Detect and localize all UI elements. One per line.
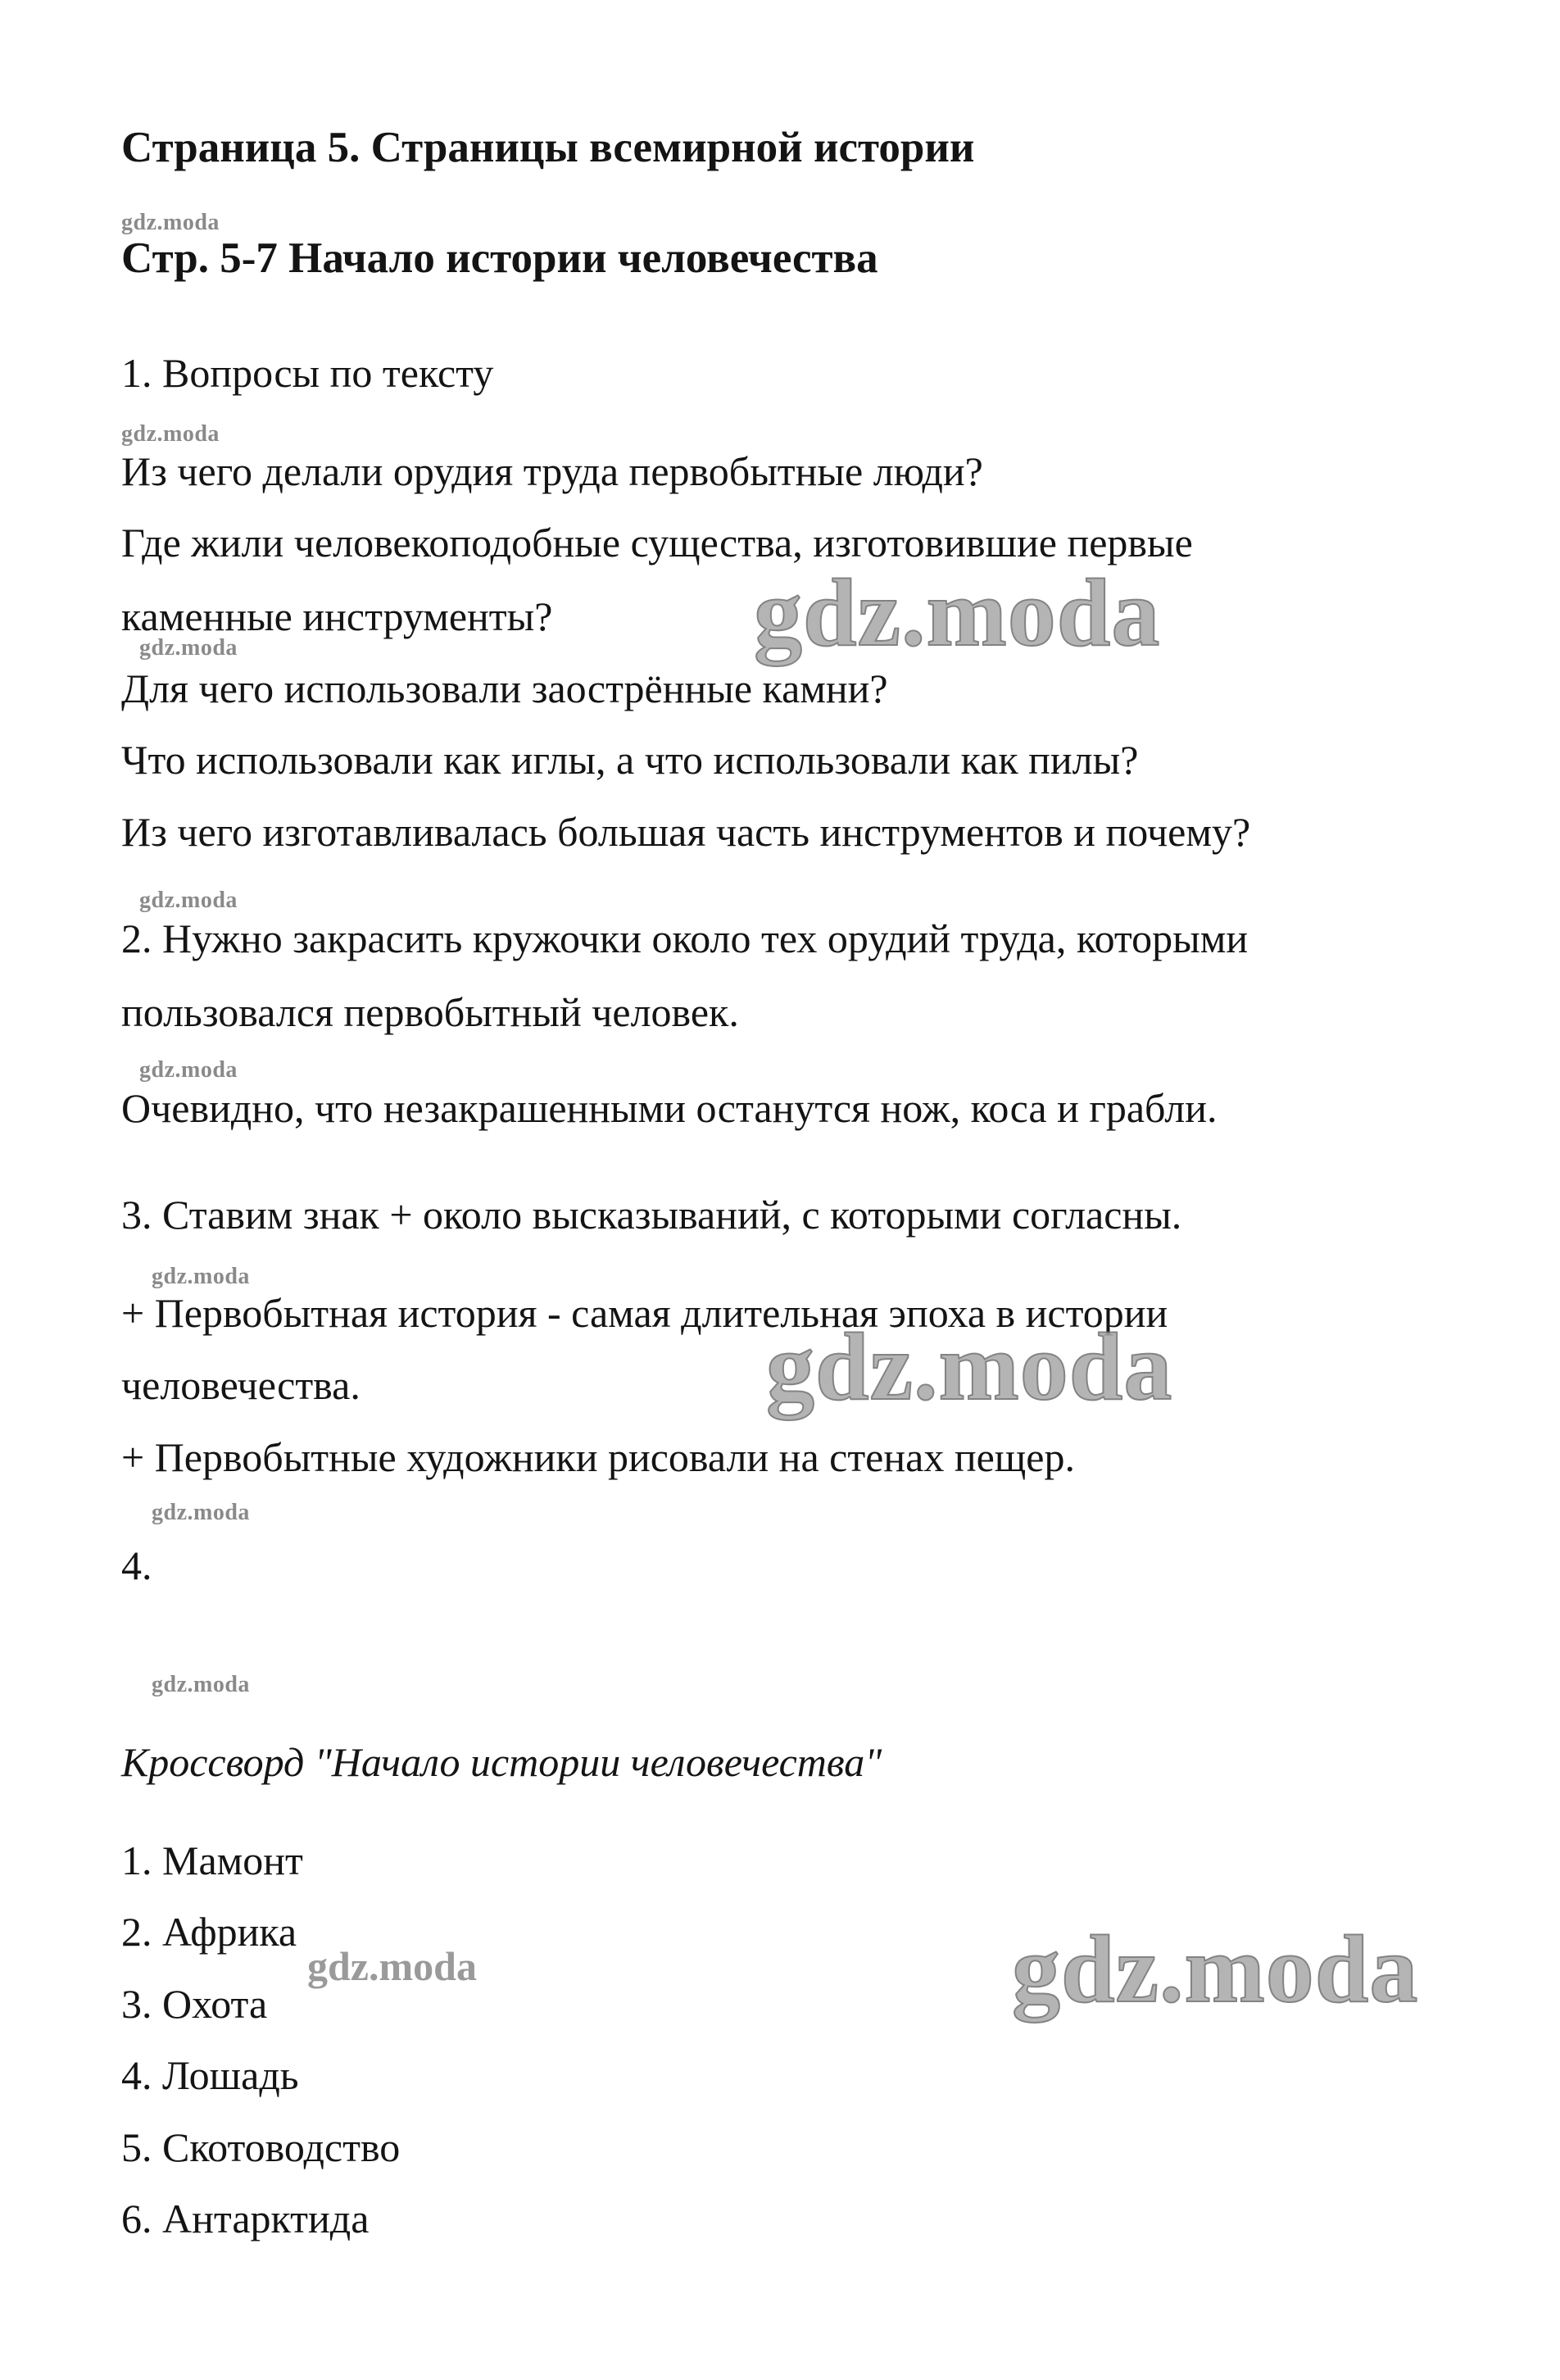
- watermark-small: gdz.moda: [152, 1500, 250, 1525]
- watermark-small: gdz.moda: [121, 421, 220, 447]
- task1-question: Где жили человекоподобные существа, изготовившие первые: [121, 520, 1193, 565]
- crossword-answer: 3. Охота: [121, 1981, 268, 2027]
- task1-question: Что использовали как иглы, а что использовали как пилы?: [121, 737, 1139, 783]
- task2-text: 2. Нужно закрасить кружочки около тех орудий труда, которыми: [121, 915, 1249, 961]
- crossword-answer: 1. Мамонт: [121, 1837, 303, 1883]
- task1-question: Из чего изготавливалась большая часть инструментов и почему?: [121, 809, 1251, 855]
- crossword-title: Кроссворд "Начало истории человечества": [121, 1739, 882, 1785]
- crossword-answer: 5. Скотоводство: [121, 2124, 401, 2170]
- task4-number: 4.: [121, 1542, 152, 1588]
- task2-text: пользовался первобытный человек.: [121, 989, 739, 1035]
- crossword-answer: 2. Африка: [121, 1909, 297, 1955]
- watermark-large: gdz.moda: [754, 559, 1161, 666]
- task3-statement: человечества.: [121, 1362, 361, 1408]
- page-heading: Страница 5. Страницы всемирной истории: [121, 124, 975, 171]
- watermark-large: gdz.moda: [1012, 1915, 1419, 2023]
- watermark-small: gdz.moda: [152, 1672, 250, 1697]
- crossword-answer: 4. Лошадь: [121, 2052, 299, 2098]
- section-heading: Стр. 5-7 Начало истории человечества: [121, 234, 878, 282]
- task1-title: 1. Вопросы по тексту: [121, 350, 494, 396]
- crossword-answer: 6. Антарктида: [121, 2196, 370, 2241]
- task1-question: каменные инструменты?: [121, 593, 553, 639]
- task3-title: 3. Ставим знак + около высказываний, с которыми согласны.: [121, 1192, 1182, 1238]
- watermark-small: gdz.moda: [139, 1057, 238, 1083]
- watermark-small: gdz.moda: [152, 1264, 250, 1289]
- task1-question: Из чего делали орудия труда первобытные люди?: [121, 448, 983, 494]
- watermark-small: gdz.moda: [139, 635, 238, 661]
- watermark-small: gdz.moda: [121, 210, 220, 235]
- watermark-medium: gdz.moda: [307, 1943, 477, 1989]
- task1-question: Для чего использовали заострённые камни?: [121, 665, 888, 711]
- watermark-small: gdz.moda: [139, 888, 238, 913]
- task3-statement: + Первобытная история - самая длительная эпоха в истории: [121, 1290, 1168, 1336]
- watermark-large: gdz.moda: [766, 1313, 1173, 1420]
- task2-answer: Очевидно, что незакрашенными останутся нож, коса и грабли.: [121, 1085, 1218, 1131]
- task3-statement: + Первобытные художники рисовали на стенах пещер.: [121, 1434, 1075, 1480]
